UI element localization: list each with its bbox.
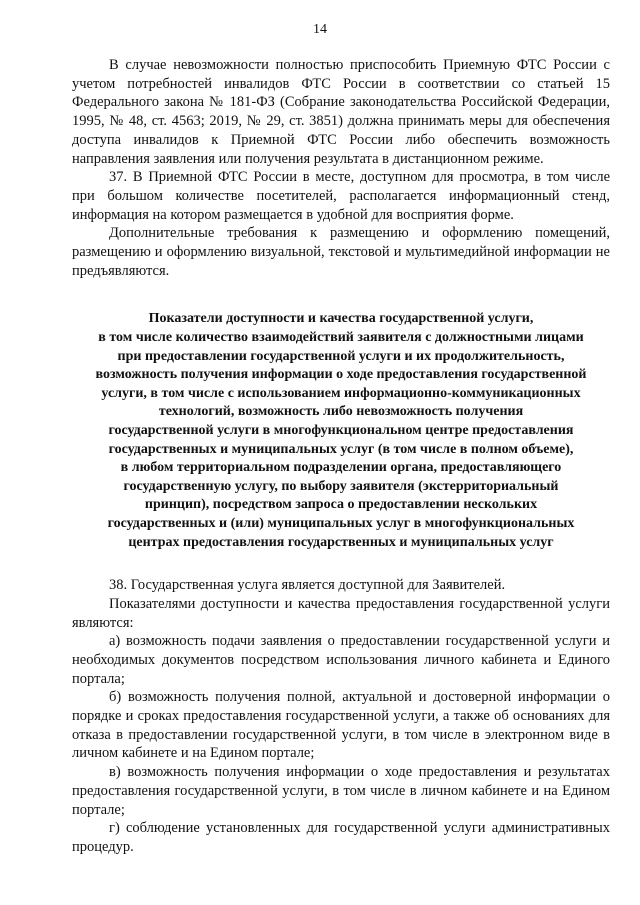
heading-line: государственных и муниципальных услуг (в том числе в полном объеме), — [108, 441, 574, 457]
heading-line: при предоставлении государственной услуги и их продолжительность, — [117, 348, 565, 364]
section-heading — [72, 310, 610, 552]
paragraph-37-info-stand: 37. В Приемной ФТС России в месте, доступном для просмотра, в том числе при большом количестве посетителей, располагается информационный стенд, информация на котором размещается в удобной для восприятия форме. — [72, 169, 610, 223]
page-number: 14 — [313, 22, 327, 37]
list-item-g: г) соблюдение установленных для государственной услуги административных процедур. — [72, 820, 610, 855]
heading-line: возможность получения информации о ходе предоставления государственной — [95, 367, 587, 383]
heading-line: государственных и (или) муниципальных услуг в многофункциональных — [107, 515, 575, 531]
paragraph-38-availability: 38. Государственная услуга является доступной для Заявителей. — [109, 577, 506, 594]
heading-line: технологий, возможность либо невозможность получения — [158, 404, 524, 420]
heading-line: государственной услуги в многофункциональном центре предоставления — [108, 423, 574, 438]
heading-line: центрах предоставления государственных и муниципальных услуг — [128, 534, 554, 550]
heading-line: государственную услугу, по выбору заявителя (экстерриториальный — [123, 478, 559, 494]
heading-line: принцип), посредством запроса о предоставлении нескольких — [144, 497, 538, 513]
paragraph-additional-requirements: Дополнительные требования к размещению и оформлению помещений, размещению и оформлению визуальной, текстовой и мультимедийной информации не предъявляются. — [72, 225, 610, 279]
document-body — [72, 56, 610, 857]
paragraph-accessibility-measures: В случае невозможности полностью приспособить Приемную ФТС России с учетом потребностей инвалидов ФТС России в соответствии со статьей 15 Федерального закона № 181-ФЗ (Собрание законодательства Российской Федерации, 1995, № 48, ст. 4563; 2019, № 29, ст. 3851) должна принимать меры для обеспечения доступа инвалидов к Приемной ФТС России либо обеспечить возможность направления заявления или получения результата в дистанционном режиме. — [72, 57, 610, 167]
paragraph-indicators-intro: Показателями доступности и качества предоставления государственной услуги являются: — [72, 595, 610, 631]
list-item-b: б) возможность получения полной, актуальной и достоверной информации о порядке и сроках предоставления государственной услуги, а также об основаниях для отказа в предоставлении государственной услуги, в том числе в электронном виде в личном кабинете и на Едином портале; — [72, 689, 610, 762]
heading-line: Показатели доступности и качества государственной услуги, — [148, 311, 534, 327]
list-item-a: а) возможность подачи заявления о предоставлении государственной услуги и необходимых документов посредством использования личного кабинета и Единого портала; — [72, 633, 610, 687]
list-item-v: в) возможность получения информации о ходе предоставления и результатах предоставления государственной услуги, в том числе в личном кабинете и на Едином портале; — [72, 764, 610, 818]
heading-line: в том числе количество взаимодействий заявителя с должностными лицами — [98, 330, 584, 346]
heading-line: в любом территориальном подразделении органа, предоставляющего — [120, 460, 562, 476]
heading-line: услуги, в том числе с использованием информационно-коммуникационных — [101, 385, 581, 401]
